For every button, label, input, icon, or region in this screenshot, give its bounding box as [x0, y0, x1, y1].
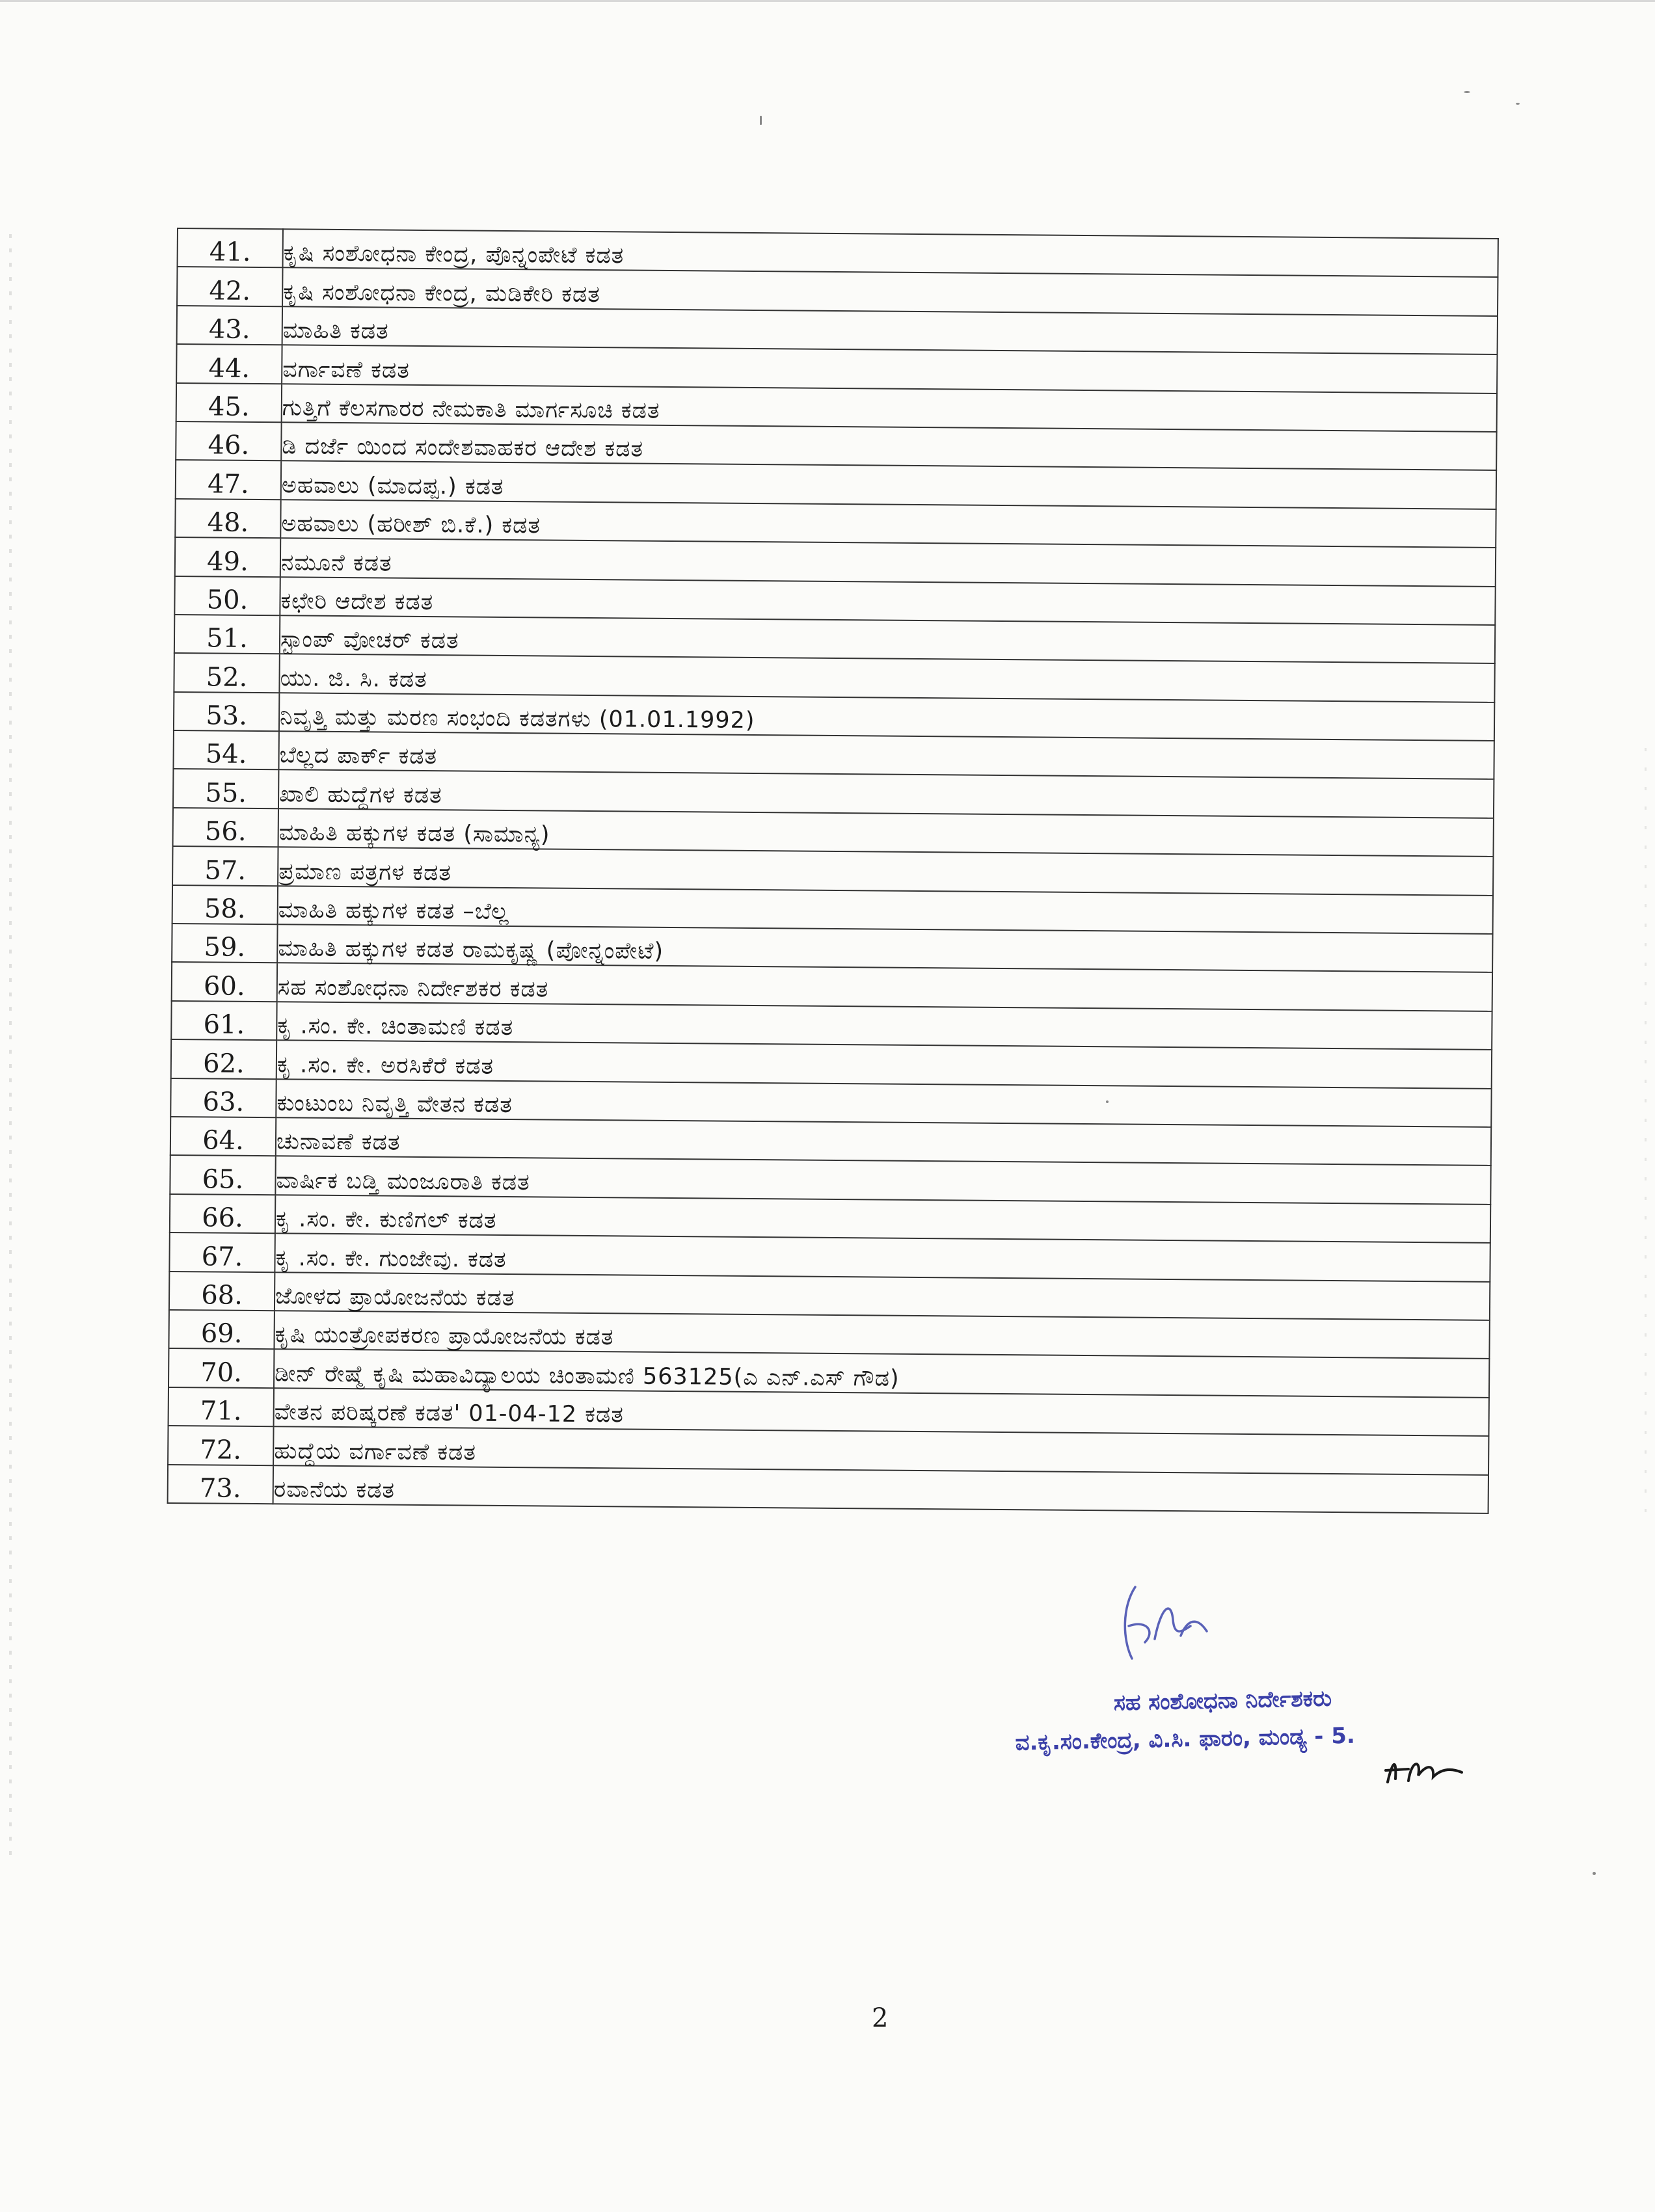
serial-number-cell: 42. — [177, 267, 282, 306]
serial-number-cell: 63. — [170, 1078, 276, 1118]
serial-number-cell: 50. — [174, 576, 280, 616]
scan-speck — [1464, 91, 1470, 93]
file-title-cell: ಕೃಷಿ ಸಂಶೋಧನಾ ಕೇಂದ್ರ, ಪೊನ್ನಂಪೇಟೆ ಕಡತ — [283, 229, 1498, 277]
file-register-body — [168, 228, 1498, 1513]
serial-number-cell: 59. — [172, 924, 277, 963]
serial-number-cell: 57. — [172, 846, 278, 886]
scan-speck — [1516, 103, 1520, 105]
serial-number-cell: 69. — [168, 1310, 274, 1350]
file-title-cell: ಕುಂಟುಂಬ ನಿವೃತ್ತಿ ವೇತನ ಕಡತ — [276, 1079, 1491, 1127]
serial-number-cell: 53. — [174, 692, 279, 732]
serial-number-cell: 66. — [170, 1194, 275, 1234]
handwritten-initials — [1382, 1750, 1467, 1789]
serial-number-cell: 71. — [168, 1387, 274, 1427]
file-title-cell: ಕೃ .ಸಂ. ಕೇ. ಕುಣಿಗಲ್ ಕಡತ — [275, 1195, 1490, 1243]
file-title-cell: ಖಾಲಿ ಹುದ್ದೆಗಳ ಕಡತ — [278, 770, 1494, 818]
file-title-cell: ಡಿ ದರ್ಜೆ ಯಿಂದ ಸಂದೇಶವಾಹಕರ ಆದೇಶ ಕಡತ — [281, 422, 1496, 470]
scan-speck — [1593, 1872, 1596, 1875]
file-title-cell: ವಾರ್ಷಿಕ ಬಡ್ತಿ ಮಂಜೂರಾತಿ ಕಡತ — [275, 1156, 1490, 1205]
file-title-cell: ಹುದ್ದೆಯ ವರ್ಗಾವಣೆ ಕಡತ — [273, 1426, 1488, 1474]
serial-number-cell: 48. — [175, 499, 280, 539]
serial-number-cell: 41. — [178, 228, 283, 268]
serial-number-cell: 52. — [174, 653, 279, 693]
serial-number-cell: 45. — [176, 383, 282, 423]
file-title-cell: ನಿವೃತ್ತಿ ಮತ್ತು ಮರಣ ಸಂಭಂದಿ ಕಡತಗಳು (01.01.1992) — [279, 693, 1494, 741]
file-title-cell: ಅಹವಾಲು (ಮಾದಪ್ಪ.) ಕಡತ — [281, 461, 1496, 509]
file-title-cell: ಕೃಷಿ ಸಂಶೋಧನಾ ಕೇಂದ್ರ, ಮಡಿಕೇರಿ ಕಡತ — [282, 268, 1498, 316]
file-title-cell: ಜೋಳದ ಪ್ರಾಯೋಜನೆಯ ಕಡತ — [275, 1272, 1490, 1320]
serial-number-cell: 58. — [172, 885, 278, 925]
serial-number-cell: 51. — [174, 615, 280, 654]
serial-number-cell: 49. — [175, 537, 280, 577]
serial-number-cell: 47. — [176, 460, 281, 500]
file-title-cell: ಅಹವಾಲು (ಹರೀಶ್ ಬಿ.ಕೆ.) ಕಡತ — [280, 500, 1496, 548]
serial-number-cell: 72. — [168, 1426, 273, 1465]
serial-number-cell: 46. — [176, 421, 281, 461]
file-title-cell: ಕೃಷಿ ಯಂತ್ರೋಪಕರಣ ಪ್ರಾಯೋಜನೆಯ ಕಡತ — [274, 1311, 1489, 1359]
file-title-cell: ಯು. ಜಿ. ಸಿ. ಕಡತ — [279, 654, 1494, 702]
serial-number-cell: 65. — [170, 1155, 275, 1195]
serial-number-cell: 61. — [171, 1001, 276, 1041]
file-title-cell: ಬೆಲ್ಲದ ಪಾರ್ಕ್ ಕಡತ — [278, 731, 1494, 779]
handwritten-signature — [1109, 1580, 1226, 1672]
scan-top-edge — [0, 0, 1655, 2]
file-title-cell: ಕೃ .ಸಂ. ಕೇ. ಅರಸಿಕೆರೆ ಕಡತ — [276, 1040, 1492, 1088]
serial-number-cell: 55. — [173, 769, 278, 808]
file-title-cell: ಪ್ರಮಾಣ ಪತ್ರಗಳ ಕಡತ — [278, 847, 1493, 896]
file-title-cell: ಡೀನ್ ರೇಷ್ಮೆ ಕೃಷಿ ಮಹಾವಿದ್ಯಾಲಯ ಚಿಂತಾಮಣಿ 563125(ಎ ಎನ್.ಎಸ್ ಗೌಡ) — [274, 1350, 1489, 1398]
file-title-cell: ಚುನಾವಣೆ ಕಡತ — [276, 1117, 1491, 1166]
scan-speck — [760, 116, 762, 125]
file-register-table — [167, 228, 1499, 1514]
office-seal-stamp — [1014, 1683, 1432, 1755]
serial-number-cell: 64. — [170, 1117, 276, 1156]
file-title-cell: ಸಹ ಸಂಶೋಧನಾ ನಿರ್ದೇಶಕರ ಕಡತ — [277, 963, 1492, 1011]
serial-number-cell: 44. — [176, 344, 282, 384]
serial-number-cell: 60. — [172, 962, 277, 1002]
scan-right-edge-marks — [1645, 748, 1647, 1528]
serial-number-cell: 67. — [169, 1233, 275, 1272]
file-title-cell: ವರ್ಗಾವಣೆ ಕಡತ — [282, 345, 1497, 393]
serial-number-cell: 54. — [173, 730, 278, 770]
file-title-cell: ಕೃ .ಸಂ. ಕೇ. ಚಿಂತಾಮಣಿ ಕಡತ — [276, 1002, 1492, 1050]
scan-left-edge-marks — [9, 234, 12, 1860]
stamp-office-address: ವ.ಕೃ.ಸಂ.ಕೇಂದ್ರ, ವಿ.ಸಿ. ಫಾರಂ, ಮಂಡ್ಯ - 5. — [1015, 1722, 1356, 1756]
file-title-cell: ಗುತ್ತಿಗೆ ಕೆಲಸಗಾರರ ನೇಮಕಾತಿ ಮಾರ್ಗಸೂಚಿ ಕಡತ — [282, 384, 1497, 432]
file-title-cell: ನಮೂನೆ ಕಡತ — [280, 538, 1496, 586]
file-title-cell: ಸ್ಟಾಂಪ್ ವೋಚರ್ ಕಡತ — [280, 615, 1495, 663]
serial-number-cell: 62. — [171, 1039, 276, 1079]
serial-number-cell: 70. — [168, 1348, 274, 1388]
serial-number-cell: 56. — [173, 808, 278, 847]
file-title-cell: ರವಾನೆಯ ಕಡತ — [273, 1465, 1488, 1513]
serial-number-cell: 43. — [177, 306, 282, 345]
page-number: 2 — [872, 2003, 889, 2033]
file-title-cell: ಕಛೇರಿ ಆದೇಶ ಕಡತ — [280, 577, 1495, 625]
file-title-cell: ಮಾಹಿತಿ ಹಕ್ಕುಗಳ ಕಡತ (ಸಾಮಾನ್ಯ) — [278, 808, 1494, 857]
serial-number-cell: 68. — [169, 1272, 275, 1311]
file-title-cell: ಮಾಹಿತಿ ಹಕ್ಕುಗಳ ಕಡತ ರಾಮಕೃಷ್ಣ (ಪೋನ್ನಂಪೇಟೆ) — [277, 924, 1492, 972]
file-title-cell: ಕೃ .ಸಂ. ಕೇ. ಗುಂಜೇವು. ಕಡತ — [275, 1233, 1490, 1281]
file-title-cell: ಮಾಹಿತಿ ಹಕ್ಕುಗಳ ಕಡತ –ಬೆಲ್ಲ — [278, 886, 1493, 934]
serial-number-cell: 73. — [168, 1464, 273, 1504]
stamp-designation: ಸಹ ಸಂಶೋಧನಾ ನಿರ್ದೇಶಕರು — [1113, 1685, 1332, 1716]
file-title-cell: ವೇತನ ಪರಿಷ್ಕರಣೆ ಕಡತ' 01-04-12 ಕಡತ — [274, 1388, 1489, 1436]
file-title-cell: ಮಾಹಿತಿ ಕಡತ — [282, 306, 1498, 354]
